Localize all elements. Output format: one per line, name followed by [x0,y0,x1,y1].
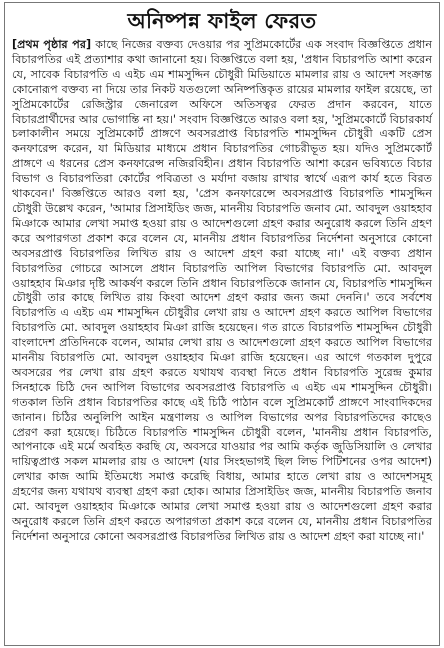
continued-from-label: [প্রথম পৃষ্ঠার পর] [12,38,92,51]
article-body [12,38,432,545]
news-article [4,2,440,646]
article-headline: অনিষ্পন্ন ফাইল ফেরত [127,9,317,33]
article-body-text: কাছে নিজের বক্তব্য দেওয়ার পর সুপ্রিমকোর্টের এক সংবাদ বিজ্ঞপ্তিতে প্রধান বিচারপতির এই প্রত্যাশার কথা জানানো হয়। বিজ্ঞপ্তিতে বলা হয়, 'প্রধান বিচারপতি আশা করেন যে, সাবেক বিচারপতি এ এইচ এম শামসুদ্দিন চৌধুরী মিডিয়াতে মামলার রায় ও আদেশ সংক্রান্ত কোনোরূপ বক্তব্য না দিয়ে তার নিকট যতগুলো অনিষ্পত্তিকৃত রায়ের মামলার ফাইল রয়েছে, তা সুপ্রিমকোর্টের রেজিস্ট্রার জেনারেল অফিসে অতিসত্বর ফেরত প্রদান করবেন, যাতে বিচারপ্রার্থীদের আর ভোগান্তি না হয়।' সংবাদ বিজ্ঞপ্তিতে আরও বলা হয়, 'সুপ্রিমকোর্টে বিচারকার্য চলাকালীন সময়ে সুপ্রিমকোর্ট প্রাঙ্গণে অবসরপ্রাপ্ত বিচারপতি শামসুদ্দিন চৌধুরী একটি প্রেস কনফারেন্স করেন, যা মিডিয়ার মাধ্যমে প্রধান বিচারপতির গোচরীভূত হয়। যদিও সুপ্রিমকোর্ট প্রাঙ্গণে এ ধরনের প্রেস কনফারেন্স নজিরবিহীন। প্রধান বিচারপতি আশা করেন ভবিষ্যতে বিচার বিভাগ ও বিচারপতিরা কোর্টের পবিত্রতা ও মর্যাদা বজায় রাখার স্বার্থে এরূপ কার্য হতে বিরত থাকবেন।' বিজ্ঞপ্তিতে আরও বলা হয়, 'প্রেস কনফারেন্সে অবসরপ্রাপ্ত বিচারপতি শামসুদ্দিন চৌধুরী উল্লেখ করেন, 'আমার প্রিসাইডিং জজ, মাননীয় বিচারপতি জনাব মো. আবদুল ওয়াহহাব মিঞাকে আমার লেখা সমাপ্ত হওয়া রায় ও আদেশগুলো গ্রহণ করার অনুরোধ করলে তিনি গ্রহণ করে অপারগতা প্রকাশ করে বলেন যে, মাননীয় প্রধান বিচারপতির নির্দেশনা অনুসারে কোনো অবসরপ্রাপ্ত বিচারপতির লিখিত রায় ও আদেশ গ্রহণ করা যাচ্ছে না।' এই বক্তব্য প্রধান বিচারপতির গোচরে আসলে প্রধান বিচারপতি আপিল বিভাগের বিচারপতি মো. আবদুল ওয়াহহাব মিঞার দৃষ্টি আকর্ষণ করলে তিনি প্রধান বিচারপতিকে জানান যে, বিচারপতি শামসুদ্দিন চৌধুরী তার কাছে লিখিত রায় কিংবা আদেশ গ্রহণ করার জন্য জমা দেননি।' তবে সর্বশেষ বিচারপতি এ এইচ এম শামসুদ্দিন চৌধুরীর লেখা রায় ও আদেশ গ্রহণ করতে আপিল বিভাগের বিচারপতি মো. আবদুল ওয়াহহাব মিঞা রাজি হয়েছেন। গত রাতে বিচারপতি শামসুদ্দিন চৌধুরী বাংলাদেশ প্রতিদিনকে বলেন, আমার লেখা রায় ও আদেশগুলো গ্রহণ করতে আপিল বিভাগের মাননীয় বিচারপতি মো. আবদুল ওয়াহহাব মিঞা রাজি হয়েছেন। এর আগে গতকাল দুপুরে অবসরের পর লেখা রায় গ্রহণ করতে যথাযথ ব্যবস্থা নিতে প্রধান বিচারপতি সুরেন্দ্র কুমার সিনহাকে চিঠি দেন আপিল বিভাগের অবসরপ্রাপ্ত বিচারপতি এ এইচ এম শামসুদ্দিন চৌধুরী। গতকাল তিনি প্রধান বিচারপতির কাছে এই চিঠি পাঠান বলে সুপ্রিমকোর্ট প্রাঙ্গণে সাংবাদিকদের জানান। চিঠির অনুলিপি আইন মন্ত্রণালয় ও আপিল বিভাগের অপর বিচারপতিদের কাছেও প্রেরণ করা হয়েছে। চিঠিতে বিচারপতি শামসুদ্দিন চৌধুরী বলেন, 'মাননীয় প্রধান বিচারপতি, আপনাকে এই মর্মে অবহিত করছি যে, অবসরে যাওয়ার পর আমি কর্তৃক জুডিসিয়ালি ও লেখার দায়িত্বপ্রাপ্ত সকল মামলার রায় ও আদেশ (যার সিংহভাগই ছিল লিভ পিটিশনের ওপর আদেশ) লেখার কাজ আমি ইতিমধ্যে সমাপ্ত করেছি বিধায়, আমার হাতে লেখা রায় ও আদেশসমূহ গ্রহণের জন্য যথাযথ ব্যবস্থা গ্রহণ করা হোক। আমার প্রিসাইডিং জজ, মাননীয় বিচারপতি জনাব মো. আবদুল ওয়াহহাব মিঞাকে আমার লেখা সমাপ্ত হওয়া রায় ও আদেশগুলো গ্রহণ করার অনুরোধ করলে তিনি গ্রহণ করতে অপারগতা প্রকাশ করে বলেন যে, মাননীয় প্রধান বিচারপতির নির্দেশনা অনুসারে কোনো অবসরপ্রাপ্ত বিচারপতির লিখিত রায় ও আদেশ গ্রহণ করা যাচ্ছে না।' [12,38,432,543]
